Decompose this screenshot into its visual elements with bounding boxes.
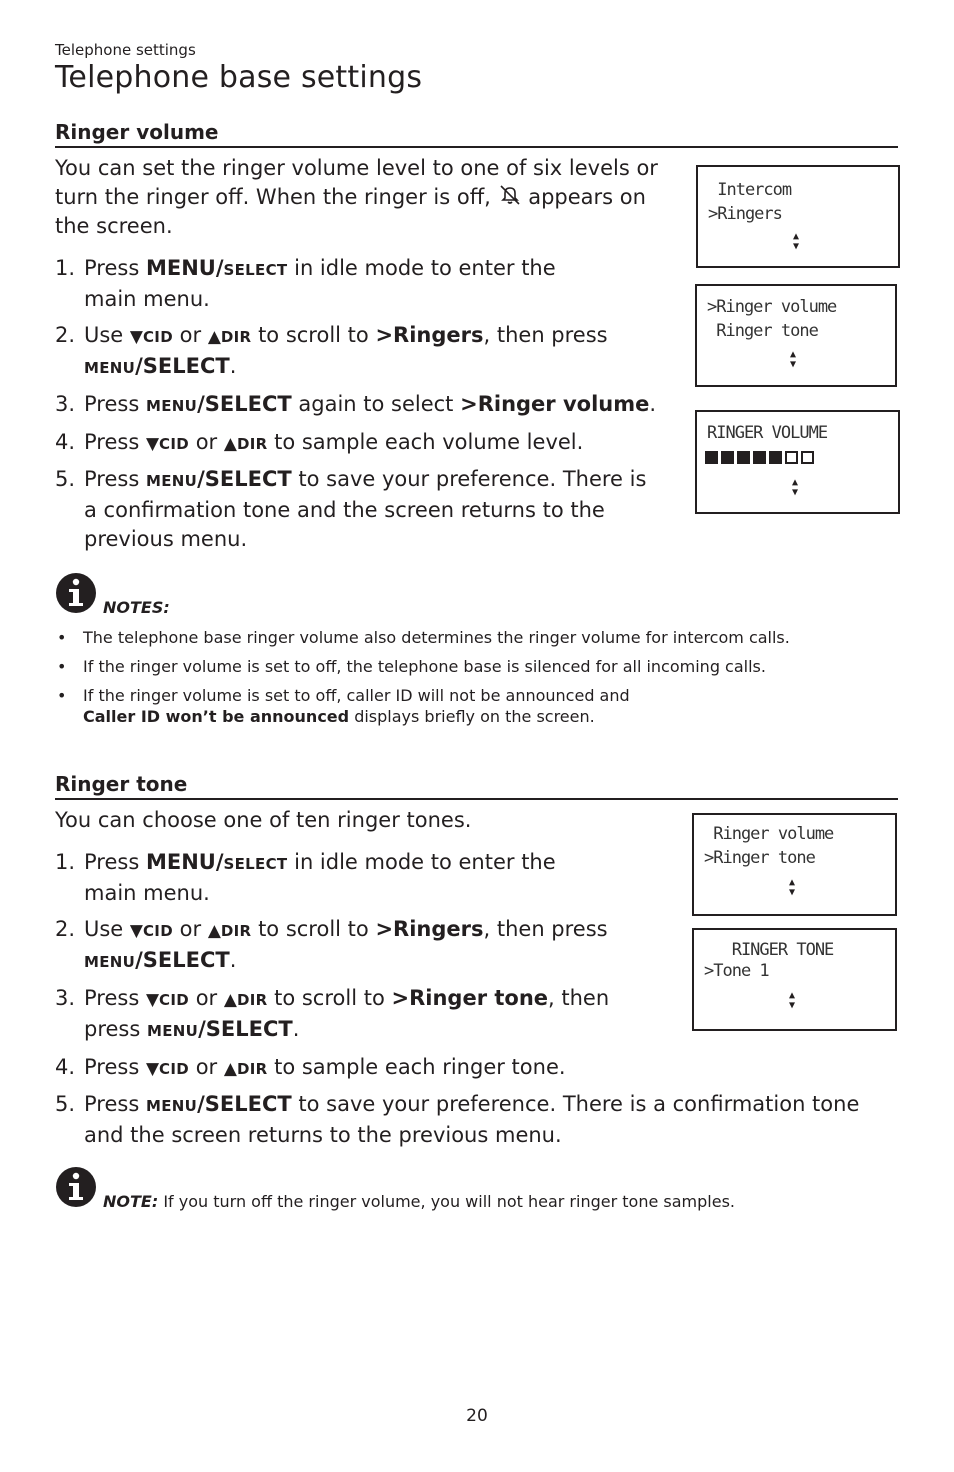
dir-key-label: DIR: [236, 1060, 268, 1078]
step-text: to save your preference. There is a confirmation tone: [298, 1092, 860, 1116]
select-key-label: /SELECT: [197, 1092, 292, 1116]
ringer-volume-heading: Ringer volume: [55, 120, 898, 148]
menu-key-label: MENU: [84, 953, 136, 971]
volume-box-filled: [737, 451, 750, 464]
step-text: in idle mode to enter the: [294, 256, 556, 280]
up-triangle-icon: ▲: [207, 327, 221, 347]
up-triangle-icon: ▲: [223, 434, 237, 454]
note-text: If you turn off the ringer volume, you will not hear ringer tone samples.: [158, 1192, 735, 1211]
scroll-arrows-icon: ▲ ▼: [789, 349, 797, 370]
notes-label: NOTES:: [103, 598, 170, 617]
lcd-line: Ringer volume: [704, 824, 834, 844]
step-item: [55, 465, 680, 554]
cid-key-label: CID: [159, 1060, 189, 1078]
step-text: or: [179, 323, 202, 347]
cid-key-label: CID: [159, 991, 189, 1009]
down-triangle-icon: ▼: [129, 921, 143, 941]
step-text: , then press: [483, 917, 608, 941]
step-text: Press: [84, 1055, 140, 1079]
step-number: 5.: [55, 467, 76, 491]
select-key-label: /SELECT: [135, 354, 230, 378]
scroll-arrows-icon: ▲ ▼: [792, 231, 800, 252]
menu-key-label: MENU/: [145, 256, 224, 280]
select-key-label: /SELECT: [135, 948, 230, 972]
step-text: Press: [84, 986, 140, 1010]
step-number: 4.: [55, 430, 76, 454]
step-item: [55, 1090, 895, 1150]
step-text: Press: [84, 850, 140, 874]
lcd-line: >Ringers: [708, 204, 782, 224]
step-text: previous menu.: [84, 527, 248, 551]
up-triangle-icon: ▲: [223, 1059, 237, 1079]
screen-message: Caller ID won’t be announced: [83, 707, 350, 726]
step-number: 3.: [55, 392, 76, 416]
step-text: Press: [84, 467, 140, 491]
up-triangle-icon: ▲: [207, 921, 221, 941]
step-text: or: [179, 917, 202, 941]
step-text: to sample each volume level.: [274, 430, 584, 454]
select-key-label: /SELECT: [197, 467, 292, 491]
intro-line: [55, 183, 695, 212]
lcd-screen: [695, 284, 897, 387]
lcd-line: RINGER TONE: [704, 940, 834, 960]
ringer-tone-heading: Ringer tone: [55, 772, 898, 800]
menu-key-label: MENU: [145, 1097, 198, 1115]
breadcrumb: Telephone settings: [55, 41, 196, 59]
lcd-line: >Ringer tone: [704, 848, 815, 868]
ringer-volume-intro: [55, 154, 695, 241]
up-triangle-icon: ▲: [223, 990, 237, 1010]
lcd-screen: [692, 813, 897, 916]
step-item: [55, 1053, 895, 1084]
step-text: , then press: [483, 323, 608, 347]
scroll-arrows-icon: ▲ ▼: [791, 477, 799, 498]
notes-list: [55, 627, 885, 735]
step-text: or: [195, 986, 218, 1010]
note-text: displays briefly on the screen.: [349, 707, 595, 726]
step-text: Press: [84, 1092, 140, 1116]
select-key-label: /SELECT: [198, 1017, 293, 1041]
menu-key-label: MENU: [145, 472, 198, 490]
scroll-arrows-icon: ▲ ▼: [788, 877, 796, 898]
dir-key-label: DIR: [236, 991, 268, 1009]
menu-option-label: >Ringers: [375, 323, 484, 347]
menu-key-label: MENU: [145, 397, 198, 415]
page-title: Telephone base settings: [55, 60, 423, 95]
ringer-off-icon: [498, 183, 522, 207]
dir-key-label: DIR: [220, 328, 252, 346]
cid-key-label: CID: [159, 435, 189, 453]
volume-box-filled: [753, 451, 766, 464]
volume-box-empty: [801, 451, 814, 464]
note-item: [55, 685, 885, 727]
step-text: Press: [84, 392, 140, 416]
lcd-screen: [692, 928, 897, 1031]
menu-key-label: MENU/: [145, 850, 224, 874]
lcd-screen: [696, 165, 900, 268]
lcd-screen: [695, 410, 900, 514]
step-text: in idle mode to enter the: [294, 850, 556, 874]
cid-key-label: CID: [143, 922, 173, 940]
step-text: Press: [84, 256, 140, 280]
note-text: If the ringer volume is set to off, caller ID will not be announced and: [83, 686, 630, 705]
page-number: 20: [466, 1406, 488, 1426]
step-text: or: [195, 430, 218, 454]
intro-text: turn the ringer off. When the ringer is off,: [55, 185, 491, 209]
down-triangle-icon: ▼: [145, 434, 160, 454]
step-text: a confirmation tone and the screen returns to the: [84, 498, 605, 522]
info-icon: [55, 1166, 97, 1212]
step-number: 1.: [55, 256, 76, 280]
step-item: [55, 428, 680, 459]
intro-line: You can set the ringer volume level to one of six levels or: [55, 156, 658, 180]
volume-box-filled: [769, 451, 782, 464]
dir-key-label: DIR: [220, 922, 252, 940]
volume-box-empty: [785, 451, 798, 464]
select-key-label: SELECT: [223, 855, 288, 873]
menu-key-label: MENU: [84, 359, 136, 377]
step-text: , then: [548, 986, 610, 1010]
step-text: to save your preference. There is: [298, 467, 647, 491]
step-text: .: [292, 1017, 300, 1041]
step-text: again to select: [298, 392, 454, 416]
step-number: 2.: [55, 917, 76, 941]
step-item: [55, 254, 680, 314]
step-text: Press: [84, 430, 140, 454]
step-number: 2.: [55, 323, 76, 347]
select-key-label: SELECT: [223, 261, 288, 279]
step-text: .: [649, 392, 657, 416]
step-text: Use: [84, 917, 124, 941]
step-text: .: [229, 354, 237, 378]
down-triangle-icon: ▼: [145, 990, 160, 1010]
step-text: Use: [84, 323, 124, 347]
intro-text: appears on: [528, 185, 646, 209]
menu-option-label: >Ringer tone: [391, 986, 549, 1010]
volume-box-filled: [721, 451, 734, 464]
step-text: to sample each ringer tone.: [274, 1055, 566, 1079]
scroll-arrows-icon: ▲ ▼: [788, 990, 796, 1011]
step-text: to scroll to: [274, 986, 385, 1010]
lcd-line: RINGER VOLUME: [707, 423, 828, 443]
step-text: .: [229, 948, 237, 972]
step-text: or: [195, 1055, 218, 1079]
lcd-line: >Ringer volume: [707, 297, 837, 317]
note-item: • If the ringer volume is set to off, the telephone base is silenced for all incoming calls.: [55, 656, 885, 677]
select-key-label: /SELECT: [197, 392, 292, 416]
down-triangle-icon: ▼: [145, 1059, 160, 1079]
menu-option-label: >Ringer volume: [460, 392, 650, 416]
menu-key-label: MENU: [147, 1022, 199, 1040]
lcd-line: Intercom: [708, 180, 792, 200]
lcd-line: >Tone 1: [704, 961, 769, 981]
dir-key-label: DIR: [236, 435, 268, 453]
note-item: • The telephone base ringer volume also determines the ringer volume for intercom calls.: [55, 627, 885, 648]
ringer-volume-steps: [55, 254, 680, 554]
info-icon: [55, 572, 97, 618]
step-text: press: [84, 1017, 141, 1041]
step-text: and the screen returns to the previous menu.: [84, 1123, 562, 1147]
note: [103, 1192, 735, 1211]
step-item: [55, 321, 680, 383]
down-triangle-icon: ▼: [129, 327, 143, 347]
step-text: main menu.: [84, 287, 210, 311]
step-number: 5.: [55, 1092, 76, 1116]
volume-box-filled: [705, 451, 718, 464]
intro-line: the screen.: [55, 214, 173, 238]
note-label: NOTE:: [103, 1192, 159, 1211]
volume-level-bar: [705, 447, 817, 467]
menu-option-label: >Ringers: [375, 917, 484, 941]
step-text: to scroll to: [258, 917, 369, 941]
step-text: main menu.: [84, 881, 210, 905]
step-text: to scroll to: [258, 323, 369, 347]
step-number: 3.: [55, 986, 76, 1010]
cid-key-label: CID: [143, 328, 173, 346]
ringer-tone-intro: You can choose one of ten ringer tones.: [55, 808, 472, 832]
step-item: [55, 390, 680, 421]
step-number: 4.: [55, 1055, 76, 1079]
lcd-line: Ringer tone: [707, 321, 818, 341]
step-number: 1.: [55, 850, 76, 874]
